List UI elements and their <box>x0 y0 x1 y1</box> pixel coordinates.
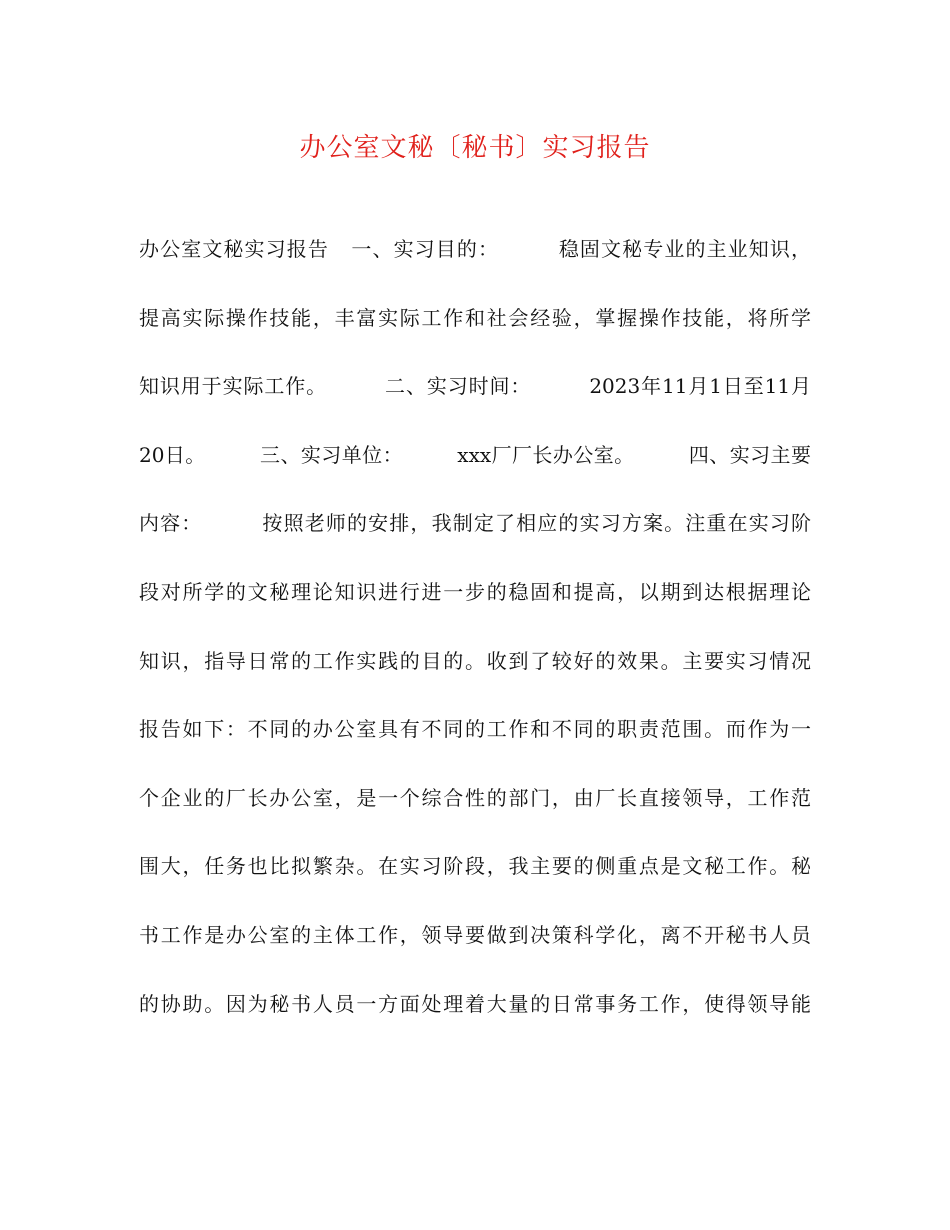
body-line: 报告如下：不同的办公室具有不同的工作和不同的职责范围。而作为一 <box>139 717 811 742</box>
body-line: 办公室文秘实习报告 一、实习目的： 稳固文秘专业的主业知识， <box>139 237 811 261</box>
body-line: 个企业的厂长办公室，是一个综合性的部门，由厂长直接领导，工作范 <box>139 785 811 810</box>
body-line: 20日。 三、实习单位： xxx厂厂长办公室。 四、实习主要 <box>139 442 811 467</box>
body-line: 的协助。因为秘书人员一方面处理着大量的日常事务工作，使得领导能 <box>139 991 811 1016</box>
document-body <box>139 228 811 1051</box>
body-line: 知识用于实际工作。 二、实习时间： 2023年11月1日至11月 <box>139 374 811 399</box>
body-line: 段对所学的文秘理论知识进行进一步的稳固和提高，以期到达根据理论 <box>139 579 811 604</box>
body-line: 知识，指导日常的工作实践的目的。收到了较好的效果。主要实习情况 <box>139 648 811 673</box>
body-line: 围大，任务也比拟繁杂。在实习阶段，我主要的侧重点是文秘工作。秘 <box>139 854 811 879</box>
document-title: 办公室文秘〔秘书〕实习报告 <box>299 133 651 163</box>
body-line: 提高实际操作技能，丰富实际工作和社会经验，掌握操作技能，将所学 <box>139 305 811 330</box>
body-line: 书工作是办公室的主体工作，领导要做到决策科学化，离不开秘书人员 <box>139 922 811 947</box>
body-line: 内容： 按照老师的安排，我制定了相应的实习方案。注重在实习阶 <box>139 511 811 536</box>
